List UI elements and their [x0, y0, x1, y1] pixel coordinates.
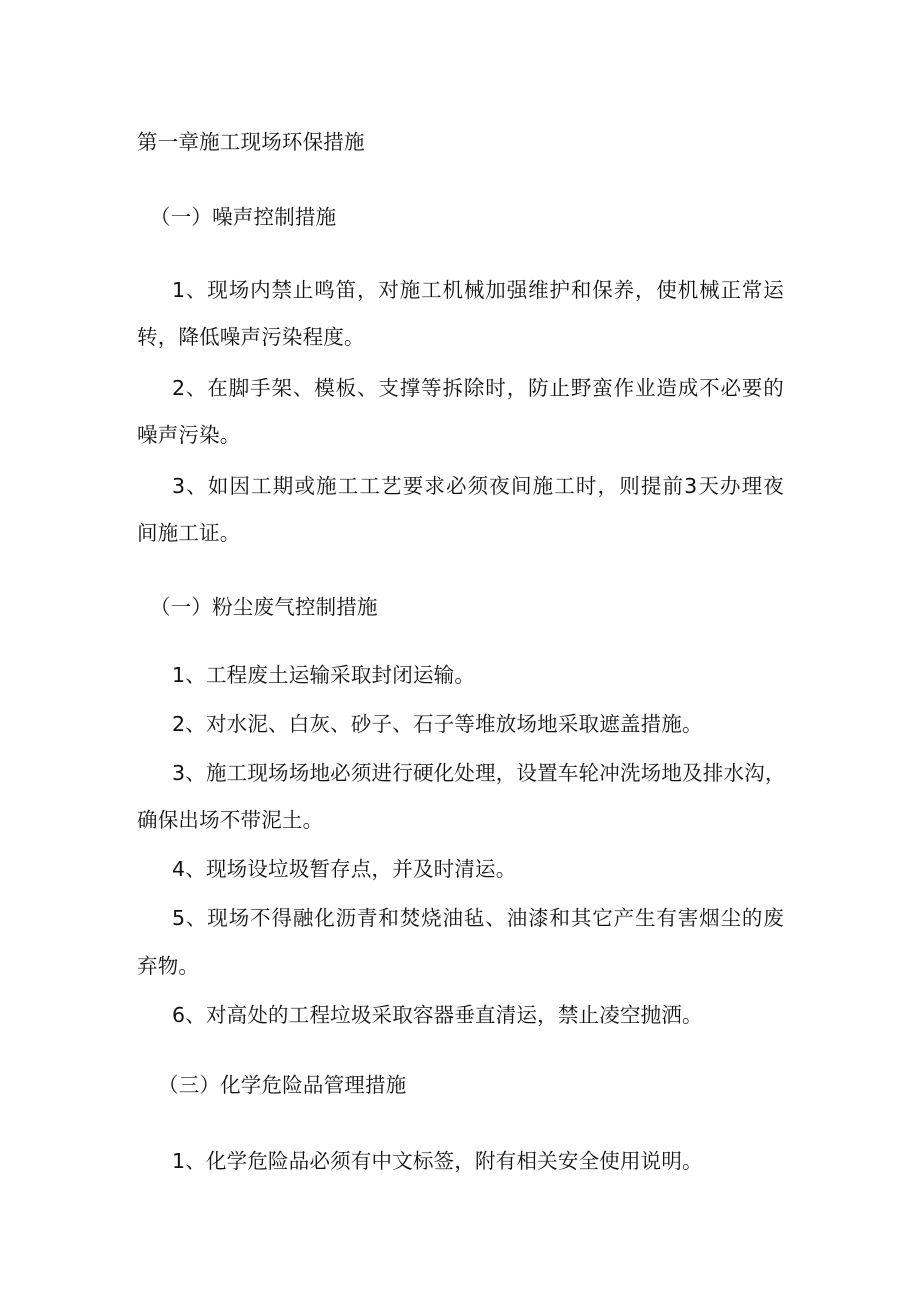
paragraph-line: 6、对高处的工程垃圾采取容器垂直清运，禁止凌空抛洒。 — [172, 1003, 703, 1027]
paragraph-line: 5、现场不得融化沥青和焚烧油毡、油漆和其它产生有害烟尘的废 — [172, 906, 784, 930]
section-heading-chemical: （三）化学危险品管理措施 — [158, 1073, 407, 1097]
paragraph-line: 1、现场内禁止鸣笛，对施工机械加强维护和保养，使机械正常运 — [172, 278, 784, 302]
paragraph-line: 3、如因工期或施工工艺要求必须夜间施工时，则提前3天办理夜 — [172, 474, 784, 498]
paragraph-line: 2、对水泥、白灰、砂子、石子等堆放场地采取遮盖措施。 — [172, 712, 703, 736]
paragraph-line: 4、现场设垃圾暂存点，并及时清运。 — [172, 857, 517, 881]
paragraph-line: 弃物。 — [137, 954, 200, 978]
paragraph-line: 间施工证。 — [137, 521, 241, 545]
chapter-title: 第一章施工现场环保措施 — [137, 130, 365, 154]
paragraph-line: 噪声污染。 — [137, 423, 241, 447]
paragraph-line: 转，降低噪声污染程度。 — [137, 325, 365, 349]
paragraph-line: 1、工程废土运输采取封闭运输。 — [172, 663, 476, 687]
section-heading-dust: （一）粉尘废气控制措施 — [150, 595, 378, 619]
paragraph-line: 3、施工现场场地必须进行硬化处理，设置车轮冲洗场地及排水沟， — [172, 761, 786, 785]
paragraph-line: 确保出场不带泥土。 — [137, 808, 324, 832]
section-heading-noise: （一）噪声控制措施 — [150, 205, 337, 229]
paragraph-line: 2、在脚手架、模板、支撑等拆除时，防止野蛮作业造成不必要的 — [172, 376, 784, 400]
paragraph-line: 1、化学危险品必须有中文标签，附有相关安全使用说明。 — [172, 1149, 703, 1173]
